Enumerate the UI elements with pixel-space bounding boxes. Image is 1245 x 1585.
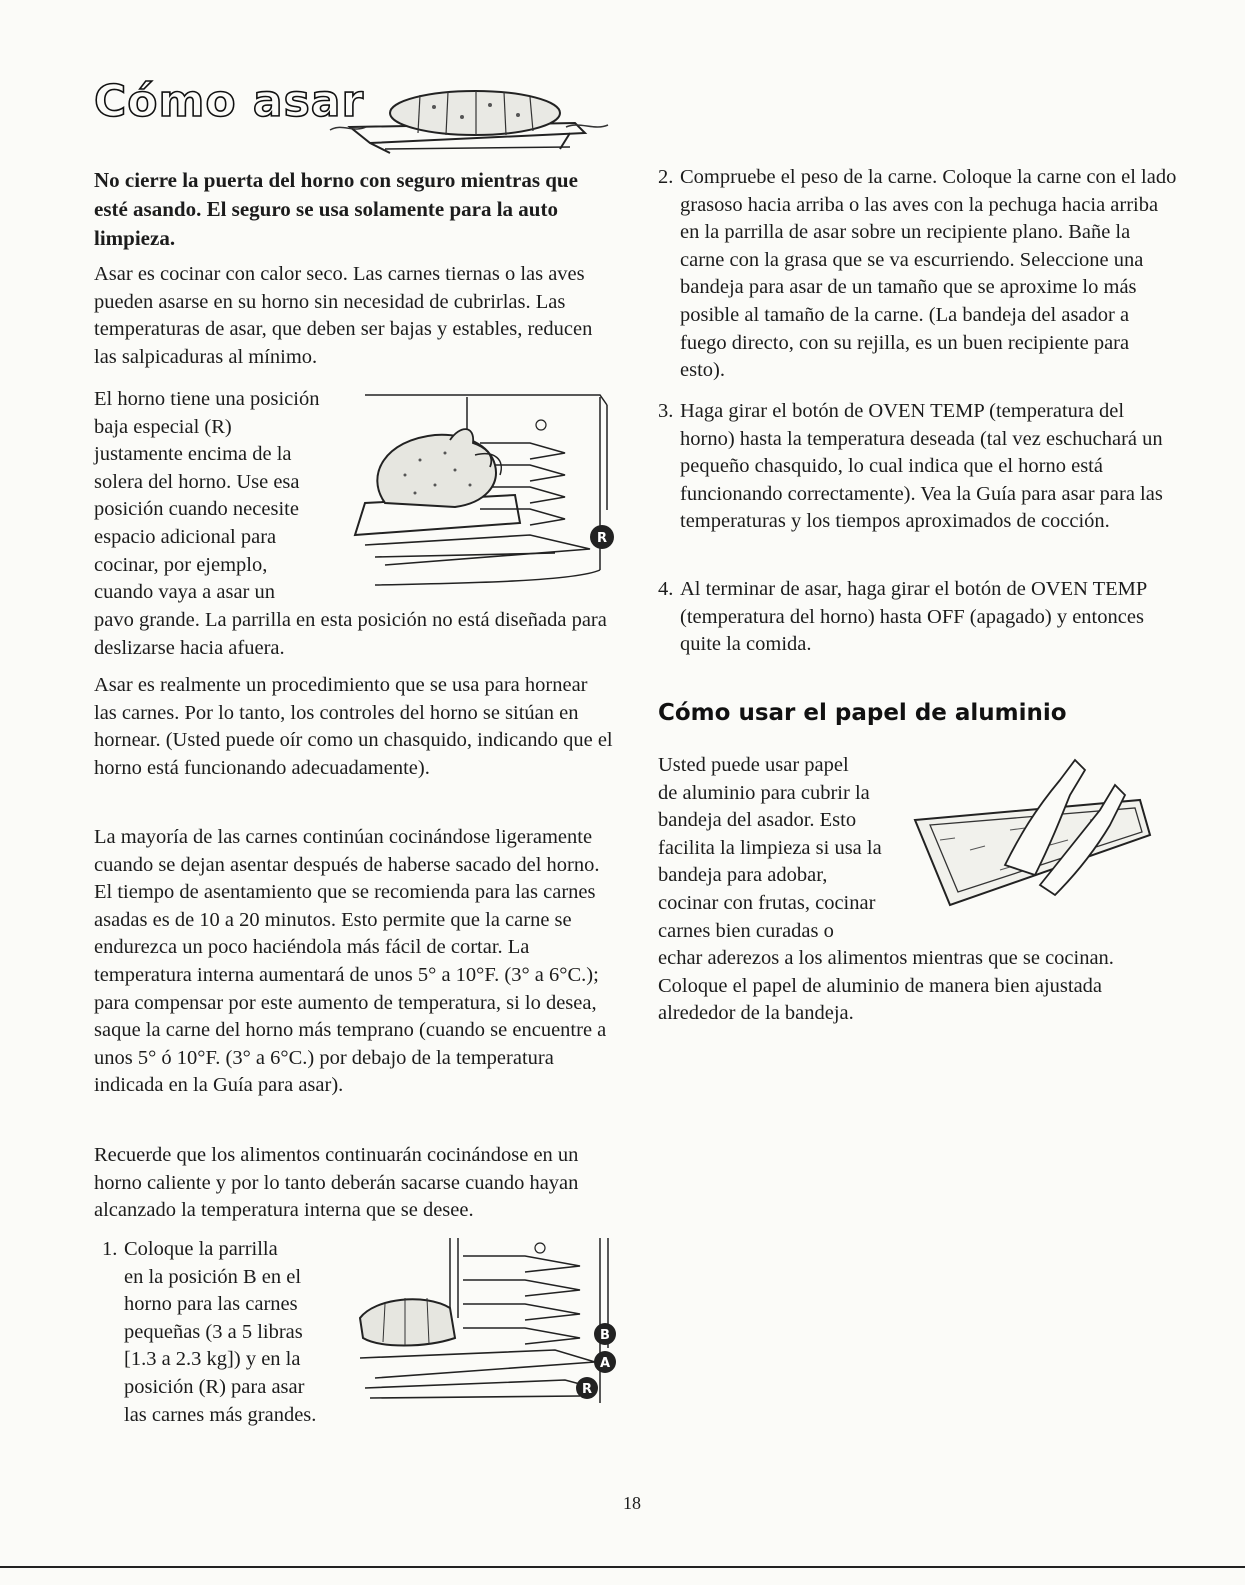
text-line: El horno tiene una posición (94, 388, 320, 410)
special-position-paragraph (94, 386, 364, 607)
step-text: Al terminar de asar, haga girar el botón de OVEN TEMP (temperatura del horno) hasta OFF (apagado) y entonces quite la comida. (680, 578, 1147, 656)
page-bottom-rule (0, 1566, 1245, 1568)
text-line: las carnes más grandes. (124, 1403, 317, 1426)
foil-paragraph (658, 752, 908, 945)
page-title: Cómo asar (94, 76, 365, 127)
step-text: Haga girar el botón de OVEN TEMP (temperatura del horno) hasta la temperatura deseada (tal vez eschuchará un pequeño chasquido, lo cual indica que el horno está funcionando correctamente). Vea la Guía para asar para las temperaturas y los tiempos aproximados de cocción. (680, 400, 1163, 533)
step-number: 1. (102, 1238, 118, 1260)
text-line: de aluminio para cubrir la (658, 781, 870, 804)
text-line: Coloque la parrilla (124, 1238, 278, 1260)
text-line: cocinar con frutas, cocinar (658, 891, 876, 914)
foil-heading: Cómo usar el papel de aluminio (658, 700, 1067, 726)
page-number: 18 (623, 1493, 641, 1513)
resting-paragraph: La mayoría de las carnes continúan cocinándose ligeramente cuando se dejan asentar después de haberse sacado del horno. El tiempo de asentamiento que se recomienda para las carnes asadas es de 10 a 20 minutos. Esto permite que la carne se endurezca un poco haciéndola más fácil de cortar. La temperatura interna aumentará de unos 5° a 10°F. (3° a 6°C.); para compensar por este aumento de temperatura, si lo desea, saque la carne del horno más temprano (cuando se encuentre a unos 5° ó 10°F. (3° a 6°C.) por debajo de la temperatura indicada en la Guía para asar). (94, 826, 607, 1097)
text-line: baja especial (R) (94, 415, 232, 438)
text-line: Usted puede usar papel (658, 754, 849, 776)
foil-pan-icon (910, 750, 1160, 910)
step-number: 4. (658, 578, 674, 600)
step-4 (658, 576, 1178, 659)
text-line: posición cuando necesite (94, 498, 299, 521)
rack-r-label: R (596, 531, 608, 546)
text-line: justamente encima de la (94, 443, 292, 466)
text-line: cocinar, por ejemplo, (94, 553, 268, 576)
text-line: carnes bien curadas o (658, 919, 834, 942)
text-line: en la posición B en el (124, 1265, 302, 1288)
step-3 (658, 398, 1178, 536)
warning-text: No cierre la puerta del horno con seguro mientras que esté asando. El seguro se usa solamente para la auto limpieza. (94, 168, 578, 250)
step-2 (658, 164, 1178, 385)
text-line: espacio adicional para (94, 525, 277, 548)
step-number: 2. (658, 166, 674, 188)
turkey-oven-icon (355, 385, 617, 595)
step-number: 3. (658, 400, 674, 422)
step-1 (102, 1236, 362, 1429)
text-line: solera del horno. Use esa (94, 470, 300, 493)
roast-procedure-paragraph: Asar es realmente un procedimiento que se usa para hornear las carnes. Por lo tanto, los controles del horno se sitúan en hornear. (Usted puede oír como un chasquido, indicando que el horno está funcionando adecuadamente). (94, 674, 613, 779)
rack-r-label: R (581, 1382, 593, 1397)
rack-b-label: B (600, 1328, 610, 1343)
text-line: bandeja para adobar, (658, 864, 828, 887)
text-line: facilita la limpieza si usa la (658, 836, 882, 859)
text-line: posición (R) para asar (124, 1375, 305, 1398)
roast-pan-icon (330, 85, 610, 157)
step-text: Compruebe el peso de la carne. Coloque la carne con el lado grasoso hacia arriba o las aves con la pechuga hacia arriba en la parrilla de asar sobre un recipiente plano. Bañe la carne con la grasa que se va escurriendo. Seleccione una bandeja para asar de un tamaño que se aproxime lo más posible al tamaño de la carne. (La bandeja del asador a fuego directo, con su rejilla, es un buen recipiente para esto). (680, 166, 1177, 382)
foil-tail: echar aderezos a los alimentos mientras que se cocinan. Coloque el papel de aluminio de manera bien ajustada alrededor de la bandeja. (658, 947, 1114, 1025)
intro-paragraph: Asar es cocinar con calor seco. Las carnes tiernas o las aves pueden asarse en su horno sin necesidad de cubrirlas. Las temperaturas de asar, que deben ser bajas y estables, reducen las salpicaduras al mínimo. (94, 263, 593, 368)
text-line: horno para las carnes (124, 1293, 298, 1316)
text-line: cuando vaya a asar un (94, 581, 275, 604)
rack-a-label: A (599, 1356, 611, 1371)
roast-rack-oven-icon (355, 1238, 620, 1418)
text-line: pequeñas (3 a 5 libras (124, 1320, 303, 1343)
remember-paragraph: Recuerde que los alimentos continuarán cocinándose en un horno caliente y por lo tanto deberán sacarse cuando hayan alcanzado la temperatura interna que se desee. (94, 1144, 579, 1222)
text-line: [1.3 a 2.3 kg]) y en la (124, 1348, 301, 1371)
special-position-tail: pavo grande. La parrilla en esta posición no está diseñada para deslizarse hacia afuera. (94, 609, 607, 659)
text-line: bandeja del asador. Esto (658, 809, 857, 832)
